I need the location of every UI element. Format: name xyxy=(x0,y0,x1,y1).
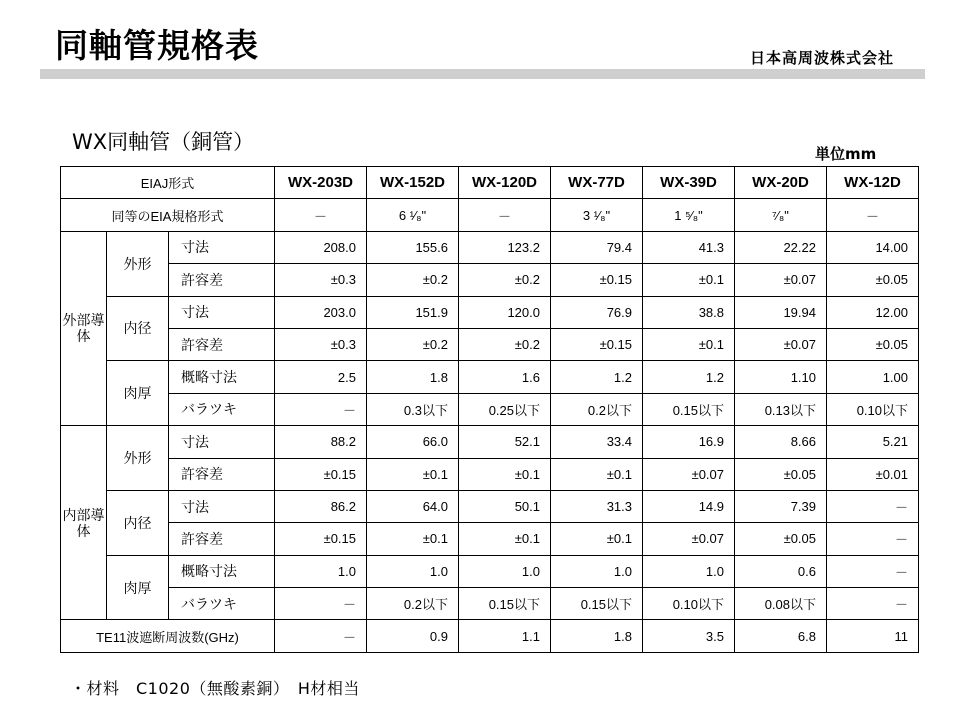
value-cell: 0.25以下 xyxy=(459,393,551,425)
outer-id-size-row xyxy=(61,296,919,328)
value-cell: － xyxy=(827,490,919,522)
model-header: WX-203D xyxy=(275,167,367,199)
value-cell: ±0.1 xyxy=(643,328,735,360)
value-cell: 41.3 xyxy=(643,231,735,263)
measure-label: 許容差 xyxy=(169,523,275,555)
value-cell: ±0.05 xyxy=(827,328,919,360)
cutoff-cell: 0.9 xyxy=(367,620,459,652)
value-cell: ±0.05 xyxy=(827,264,919,296)
value-cell: ±0.2 xyxy=(459,328,551,360)
value-cell: 0.2以下 xyxy=(551,393,643,425)
value-cell: 208.0 xyxy=(275,231,367,263)
spec-table xyxy=(60,166,919,653)
measure-label: 許容差 xyxy=(169,264,275,296)
value-cell: 2.5 xyxy=(275,361,367,393)
measure-label: 概略寸法 xyxy=(169,361,275,393)
value-cell: 123.2 xyxy=(459,231,551,263)
value-cell: 14.00 xyxy=(827,231,919,263)
value-cell: 155.6 xyxy=(367,231,459,263)
outer-od-tol-row xyxy=(61,264,919,296)
header-label: EIAJ形式 xyxy=(61,167,275,199)
unit-label: 単位mm xyxy=(815,145,877,163)
value-cell: 79.4 xyxy=(551,231,643,263)
value-cell: ±0.15 xyxy=(275,523,367,555)
value-cell: 64.0 xyxy=(367,490,459,522)
inner-id-tol-row xyxy=(61,523,919,555)
value-cell: 120.0 xyxy=(459,296,551,328)
inner-conductor-label: 内部導体 xyxy=(61,426,107,620)
model-header: WX-77D xyxy=(551,167,643,199)
model-header: WX-120D xyxy=(459,167,551,199)
outer-id-tol-row xyxy=(61,328,919,360)
eia-cell: － xyxy=(459,199,551,231)
value-cell: ±0.3 xyxy=(275,264,367,296)
material-note: ・材料 C1020（無酸素銅） H材相当 xyxy=(70,679,360,698)
model-header: WX-39D xyxy=(643,167,735,199)
value-cell: ±0.1 xyxy=(459,458,551,490)
value-cell: ±0.1 xyxy=(367,523,459,555)
measure-label: 寸法 xyxy=(169,490,275,522)
measure-label: 許容差 xyxy=(169,328,275,360)
outer-wall-label: 肉厚 xyxy=(107,361,169,426)
spec-table-body xyxy=(61,167,919,653)
cutoff-cell: 1.8 xyxy=(551,620,643,652)
value-cell: ±0.1 xyxy=(551,458,643,490)
cutoff-cell: 3.5 xyxy=(643,620,735,652)
inner-wall-approx-row xyxy=(61,555,919,587)
value-cell: ±0.15 xyxy=(551,328,643,360)
value-cell: － xyxy=(827,555,919,587)
value-cell: 0.15以下 xyxy=(459,588,551,620)
value-cell: ±0.1 xyxy=(367,458,459,490)
cutoff-cell: － xyxy=(275,620,367,652)
inner-id-size-row xyxy=(61,490,919,522)
eia-label: 同等のEIA規格形式 xyxy=(61,199,275,231)
value-cell: ±0.1 xyxy=(551,523,643,555)
page-title: 同軸管規格表 xyxy=(55,26,259,65)
eia-cell: 6 ¹⁄₈" xyxy=(367,199,459,231)
value-cell: 7.39 xyxy=(735,490,827,522)
value-cell: 16.9 xyxy=(643,426,735,458)
value-cell: 52.1 xyxy=(459,426,551,458)
value-cell: 1.6 xyxy=(459,361,551,393)
value-cell: ±0.2 xyxy=(367,328,459,360)
eia-cell: 1 ⁵⁄₈" xyxy=(643,199,735,231)
cutoff-cell: 11 xyxy=(827,620,919,652)
value-cell: 0.6 xyxy=(735,555,827,587)
cutoff-row xyxy=(61,620,919,652)
value-cell: ±0.05 xyxy=(735,458,827,490)
company-name: 日本高周波株式会社 xyxy=(749,49,894,67)
value-cell: 1.00 xyxy=(827,361,919,393)
section-title: WX同軸管（銅管） xyxy=(72,130,255,154)
cutoff-cell: 6.8 xyxy=(735,620,827,652)
value-cell: 1.0 xyxy=(643,555,735,587)
cutoff-cell: 1.1 xyxy=(459,620,551,652)
eia-cell: 3 ¹⁄₈" xyxy=(551,199,643,231)
eia-cell: ⁷⁄₈" xyxy=(735,199,827,231)
measure-label: 許容差 xyxy=(169,458,275,490)
value-cell: 203.0 xyxy=(275,296,367,328)
value-cell: － xyxy=(827,588,919,620)
header-row xyxy=(61,167,919,199)
value-cell: 0.08以下 xyxy=(735,588,827,620)
outer-id-label: 内径 xyxy=(107,296,169,361)
value-cell: 38.8 xyxy=(643,296,735,328)
value-cell: 1.2 xyxy=(551,361,643,393)
value-cell: ±0.15 xyxy=(551,264,643,296)
inner-id-label: 内径 xyxy=(107,490,169,555)
model-header: WX-152D xyxy=(367,167,459,199)
value-cell: 1.0 xyxy=(367,555,459,587)
outer-od-size-row xyxy=(61,231,919,263)
value-cell: 33.4 xyxy=(551,426,643,458)
value-cell: 151.9 xyxy=(367,296,459,328)
inner-wall-label: 肉厚 xyxy=(107,555,169,620)
inner-wall-var-row xyxy=(61,588,919,620)
value-cell: 0.10以下 xyxy=(827,393,919,425)
value-cell: 19.94 xyxy=(735,296,827,328)
value-cell: 22.22 xyxy=(735,231,827,263)
measure-label: バラツキ xyxy=(169,588,275,620)
value-cell: 86.2 xyxy=(275,490,367,522)
measure-label: 寸法 xyxy=(169,231,275,263)
value-cell: 1.0 xyxy=(275,555,367,587)
value-cell: ±0.07 xyxy=(643,458,735,490)
value-cell: 0.15以下 xyxy=(551,588,643,620)
value-cell: － xyxy=(275,393,367,425)
value-cell: ±0.2 xyxy=(459,264,551,296)
value-cell: 0.3以下 xyxy=(367,393,459,425)
title-underline-bar xyxy=(40,69,925,79)
eia-cell: － xyxy=(827,199,919,231)
value-cell: 0.2以下 xyxy=(367,588,459,620)
value-cell: 0.10以下 xyxy=(643,588,735,620)
value-cell: ±0.3 xyxy=(275,328,367,360)
measure-label: 寸法 xyxy=(169,296,275,328)
value-cell: ±0.1 xyxy=(459,523,551,555)
value-cell: 76.9 xyxy=(551,296,643,328)
value-cell: ±0.1 xyxy=(643,264,735,296)
measure-label: バラツキ xyxy=(169,393,275,425)
inner-od-size-row xyxy=(61,426,919,458)
value-cell: 0.13以下 xyxy=(735,393,827,425)
value-cell: 1.2 xyxy=(643,361,735,393)
value-cell: 1.8 xyxy=(367,361,459,393)
value-cell: 0.15以下 xyxy=(643,393,735,425)
value-cell: 1.10 xyxy=(735,361,827,393)
value-cell: 8.66 xyxy=(735,426,827,458)
model-header: WX-20D xyxy=(735,167,827,199)
value-cell: － xyxy=(275,588,367,620)
cutoff-label: TE11波遮断周波数(GHz) xyxy=(61,620,275,652)
value-cell: ±0.01 xyxy=(827,458,919,490)
value-cell: 1.0 xyxy=(551,555,643,587)
inner-od-tol-row xyxy=(61,458,919,490)
value-cell: 12.00 xyxy=(827,296,919,328)
eia-row xyxy=(61,199,919,231)
value-cell: ±0.07 xyxy=(735,328,827,360)
measure-label: 概略寸法 xyxy=(169,555,275,587)
value-cell: ±0.07 xyxy=(735,264,827,296)
value-cell: 31.3 xyxy=(551,490,643,522)
outer-od-label: 外形 xyxy=(107,231,169,296)
value-cell: ±0.07 xyxy=(643,523,735,555)
value-cell: 5.21 xyxy=(827,426,919,458)
inner-od-label: 外形 xyxy=(107,426,169,491)
outer-wall-var-row xyxy=(61,393,919,425)
value-cell: ±0.2 xyxy=(367,264,459,296)
outer-conductor-label: 外部導体 xyxy=(61,231,107,425)
value-cell: ±0.05 xyxy=(735,523,827,555)
value-cell: ±0.15 xyxy=(275,458,367,490)
model-header: WX-12D xyxy=(827,167,919,199)
eia-cell: － xyxy=(275,199,367,231)
outer-wall-approx-row xyxy=(61,361,919,393)
value-cell: 66.0 xyxy=(367,426,459,458)
value-cell: 50.1 xyxy=(459,490,551,522)
value-cell: 1.0 xyxy=(459,555,551,587)
value-cell: － xyxy=(827,523,919,555)
measure-label: 寸法 xyxy=(169,426,275,458)
value-cell: 14.9 xyxy=(643,490,735,522)
value-cell: 88.2 xyxy=(275,426,367,458)
